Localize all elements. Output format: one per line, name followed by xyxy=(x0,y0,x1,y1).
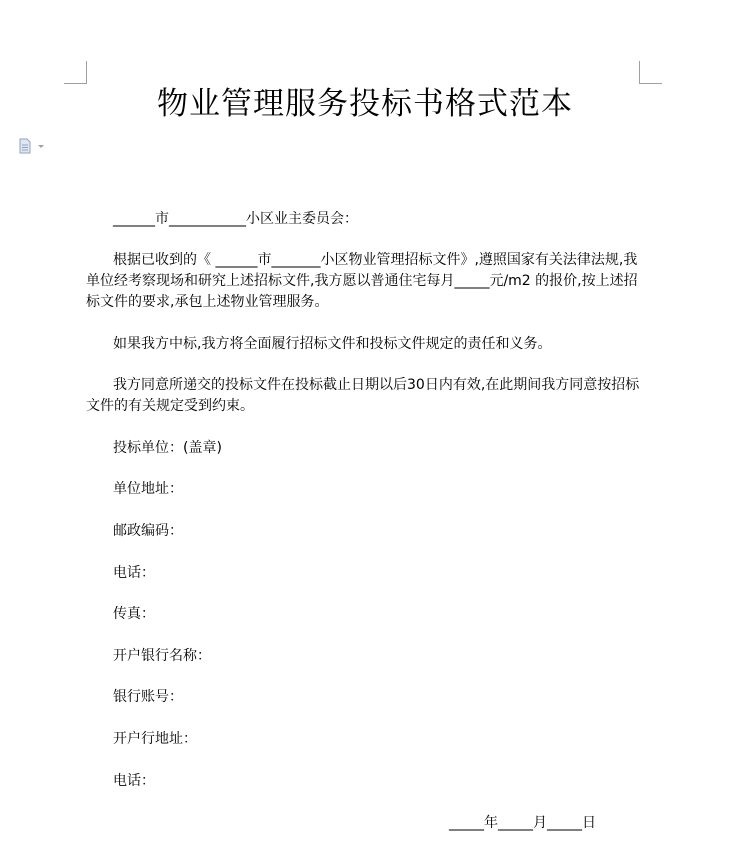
paragraph-2: 如果我方中标,我方将全面履行招标文件和投标文件规定的责任和义务。 xyxy=(113,336,552,352)
paragraph-3-line-1: 我方同意所递交的投标文件在投标截止日期以后30日内有效,在此期间我方同意按招标 xyxy=(113,377,640,393)
document-title: 物业管理服务投标书格式范本 xyxy=(157,86,573,122)
paragraph-1-line-1: 根据已收到的《 ______市_______小区物业管理招标文件》,遵照国家有关法律法规,我 xyxy=(113,252,638,268)
field-address: 单位地址： xyxy=(113,481,183,497)
paragraph-1-line-3: 标文件的要求,承包上述物业管理服务。 xyxy=(86,294,329,310)
field-bank-address: 开户行地址： xyxy=(113,731,197,747)
field-fax: 传真： xyxy=(113,606,155,622)
field-phone: 电话： xyxy=(113,565,155,581)
paste-options-icon[interactable] xyxy=(18,138,48,154)
page-corner-top-left xyxy=(64,61,87,84)
date-line: _____年_____月_____日 xyxy=(449,815,596,831)
field-bidder: 投标单位：(盖章) xyxy=(113,440,222,456)
salutation: ______市___________小区业主委员会： xyxy=(113,211,358,227)
field-phone-2: 电话： xyxy=(113,773,155,789)
paragraph-3-line-2: 文件的有关规定受到约束。 xyxy=(86,398,254,414)
field-postcode: 邮政编码： xyxy=(113,523,183,539)
field-bank-account: 银行账号： xyxy=(113,689,183,705)
paragraph-1-line-2: 单位经考察现场和研究上述招标文件,我方愿以普通住宅每月_____元/m2 的报价,按上述招 xyxy=(86,273,638,289)
field-bank-name: 开户银行名称： xyxy=(113,648,211,664)
page-corner-top-right xyxy=(639,61,662,84)
